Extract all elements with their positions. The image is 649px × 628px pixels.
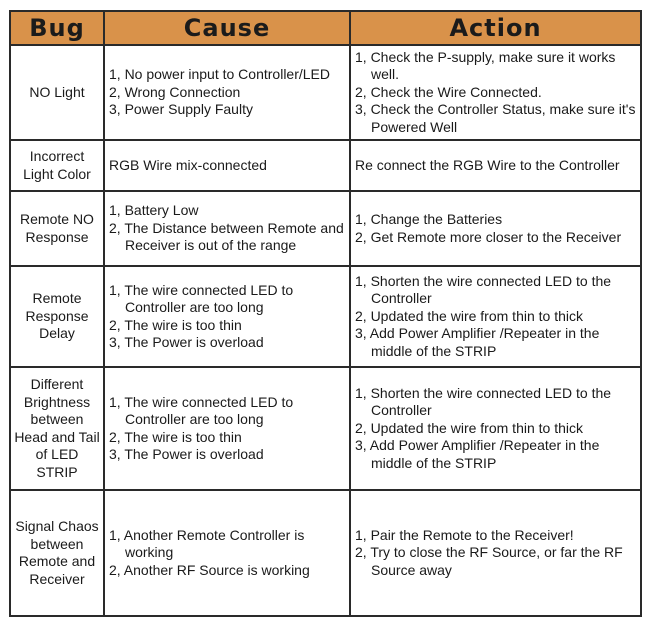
action-item: 2, Updated the wire from thin to thick — [355, 419, 583, 436]
bug-cell: Remote NO Response — [10, 191, 104, 266]
table-row — [10, 367, 641, 490]
cause-cell — [104, 490, 350, 616]
action-item: 2, Updated the wire from thin to thick — [355, 307, 583, 324]
action-item: 1, Shorten the wire connected LED to the Controller — [355, 272, 612, 307]
troubleshooting-table — [9, 10, 642, 617]
bug-cell: Different Brightness between Head and Tail of LED STRIP — [10, 367, 104, 490]
cause-item: 3, The Power is overload — [109, 334, 264, 350]
cause-cell — [104, 266, 350, 367]
table-row — [10, 490, 641, 616]
cause-item: 1, The wire connected LED to Controller are too long — [109, 281, 294, 315]
action-list — [355, 49, 637, 137]
action-list — [355, 385, 637, 473]
table-header-row — [10, 11, 641, 45]
action-cell — [350, 191, 641, 266]
action-list — [355, 211, 637, 246]
action-item: 3, Check the Controller Status, make sure it's Powered Well — [355, 101, 636, 135]
bug-cell: Remote Response Delay — [10, 266, 104, 367]
cause-item: 1, No power input to Controller/LED — [109, 66, 330, 83]
action-header: Action — [350, 11, 641, 45]
cause-item: 1, Another Remote Controller is working — [109, 526, 305, 561]
cause-item: 2, The wire is too thin — [109, 428, 242, 445]
action-item: 1, Change the Batteries — [355, 211, 503, 227]
action-item: 2, Get Remote more closer to the Receiver — [355, 228, 622, 245]
table-row — [10, 191, 641, 266]
cause-list — [109, 202, 346, 255]
action-list — [355, 273, 637, 361]
action-item: 3, Add Power Amplifier /Repeater in the middle of the STRIP — [355, 325, 600, 359]
action-item: 3, Add Power Amplifier /Repeater in the middle of the STRIP — [355, 437, 600, 471]
cause-list — [109, 282, 346, 352]
action-item: 2, Check the Wire Connected. — [355, 83, 542, 100]
cause-item: 1, Battery Low — [109, 202, 199, 219]
action-cell — [350, 45, 641, 140]
bug-cell: NO Light — [10, 45, 104, 140]
cause-item: 2, The wire is too thin — [109, 316, 242, 333]
cause-item: 1, The wire connected LED to Controller are too long — [109, 393, 294, 427]
cause-cell — [104, 140, 350, 191]
cause-cell — [104, 367, 350, 490]
action-cell — [350, 367, 641, 490]
bug-cell: Signal Chaos between Remote and Receiver — [10, 490, 104, 616]
action-item: 1, Check the P-supply, make sure it works well. — [355, 48, 616, 83]
bug-cell: Incorrect Light Color — [10, 140, 104, 191]
cause-header: Cause — [104, 11, 350, 45]
cause-item: 3, Power Supply Faulty — [109, 101, 253, 118]
cause-item: 2, Another RF Source is working — [109, 561, 310, 578]
action-cell — [350, 490, 641, 616]
cause-cell — [104, 45, 350, 140]
cause-item: 2, The Distance between Remote and Receiver is out of the range — [109, 219, 344, 254]
cause-item: 3, The Power is overload — [109, 446, 264, 462]
cause-cell — [104, 191, 350, 266]
cause-list — [109, 394, 346, 464]
cause-list — [109, 66, 346, 119]
troubleshooting-table-wrapper — [9, 10, 642, 617]
action-list — [355, 527, 637, 580]
action-item: 2, Try to close the RF Source, or far the RF Source away — [355, 544, 623, 578]
action-cell — [350, 140, 641, 191]
cause-item: 2, Wrong Connection — [109, 83, 241, 100]
action-item: 1, Shorten the wire connected LED to the Controller — [355, 384, 612, 419]
cause-item: RGB Wire mix-connected — [109, 156, 267, 173]
table-row — [10, 140, 641, 191]
action-item: 1, Pair the Remote to the Receiver! — [355, 526, 574, 543]
cause-list — [109, 527, 346, 580]
action-cell — [350, 266, 641, 367]
table-row — [10, 45, 641, 140]
action-item: Re connect the RGB Wire to the Controller — [355, 156, 620, 173]
bug-header: Bug — [10, 11, 104, 45]
table-row — [10, 266, 641, 367]
